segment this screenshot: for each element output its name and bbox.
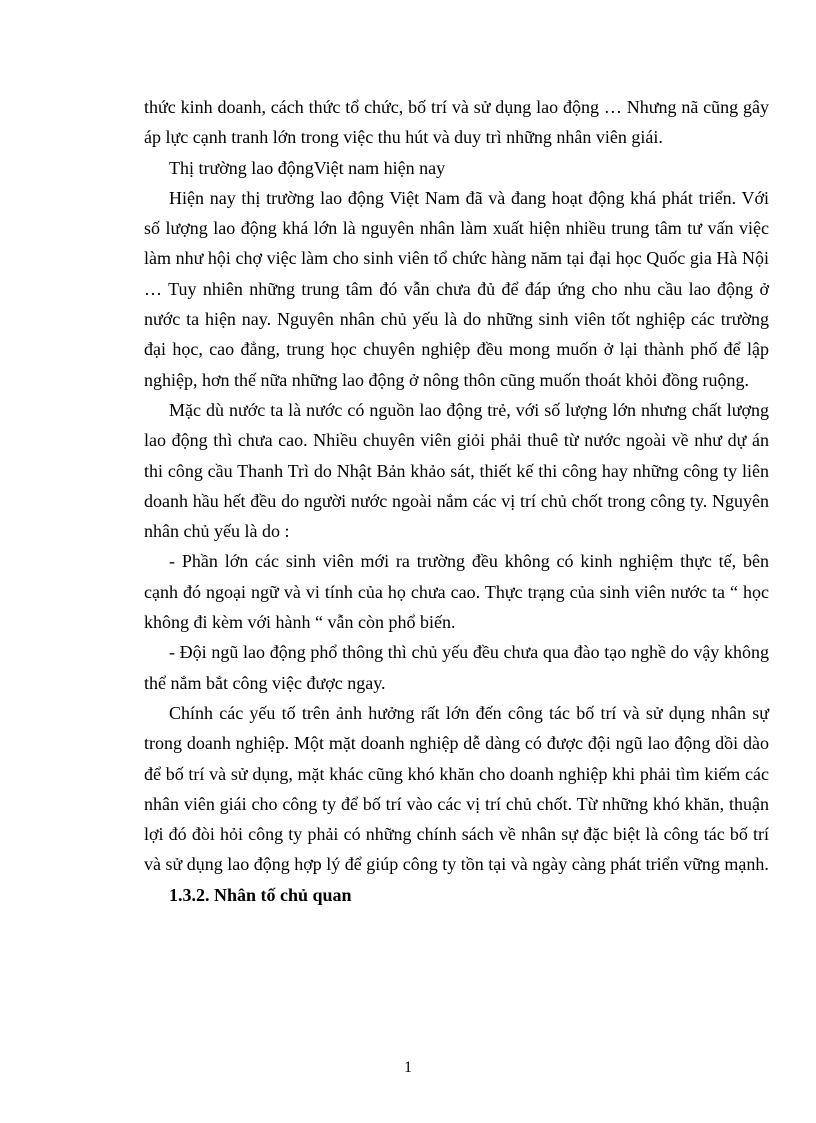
section-heading: 1.3.2. Nhân tố chủ quan [169, 884, 352, 905]
page-number: 1 [404, 1059, 412, 1076]
section-subtitle: Thị trường lao độngViệt nam hiện nay [169, 157, 446, 178]
paragraph-labor-market: Hiện nay thị trường lao động Việt Nam đã và đang hoạt động khá phát triển. Với số lượng lao động khá lớn là nguyên nhân làm xuất hiện nhiều trung tâm tư vấn việc làm như hội chợ việc làm cho sinh viên tổ chức hàng năm tại đại học Quốc gia Hà Nội … Tuy nhiên những trung tâm đó vẫn chưa đủ để đáp ứng cho nhu cầu lao động ở nước ta hiện nay. Nguyên nhân chủ yếu là do những sinh viên tốt nghiệp các trường đại học, cao đẳng, trung học chuyên nghiệp đều mong muốn ở lại thành phố để lập nghiệp, hơn thế nữa những lao động ở nông thôn cũng muốn thoát khỏi đồng ruộng. [144, 187, 769, 390]
paragraph-impact: Chính các yếu tố trên ảnh hưởng rất lớn đến công tác bố trí và sử dụng nhân sự trong doanh nghiệp. Một mặt doanh nghiệp dễ dàng có được đội ngũ lao động dồi dào để bố trí và sử dụng, mặt khác cũng khó khăn cho doanh nghiệp khi phải tìm kiếm các nhân viên giái cho công ty để bố trí vào các vị trí chủ chốt. Từ những khó khăn, thuận lợi đó đòi hỏi công ty phải có những chính sách về nhân sự đặc biệt là công tác bố trí và sử dụng lao động hợp lý để giúp công ty tồn tại và ngày càng phát triển vững mạnh. [144, 702, 769, 875]
document-body [144, 92, 769, 910]
bullet-item-training: - Đội ngũ lao động phổ thông thì chủ yếu đều chưa qua đào tạo nghề do vậy không thể nắm bắt công việc được ngay. [144, 642, 769, 693]
bullet-item-experience: - Phần lớn các sinh viên mới ra trường đều không có kinh nghiệm thực tế, bên cạnh đó ngoại ngữ và vi tính của họ chưa cao. Thực trạng của sinh viên nước ta “ học không đi kèm với hành “ vẫn còn phổ biến. [144, 551, 769, 633]
paragraph-labor-quality: Mặc dù nước ta là nước có nguồn lao động trẻ, với số lượng lớn nhưng chất lượng lao động thì chưa cao. Nhiều chuyên viên giỏi phải thuê từ nước ngoài về như dự án thi công cầu Thanh Trì do Nhật Bản khảo sát, thiết kế thi công hay những công ty liên doanh hầu hết đều do người nước ngoài nắm các vị trí chủ chốt trong công ty. Nguyên nhân chủ yếu là do : [144, 399, 769, 542]
paragraph-continuation: thức kinh doanh, cách thức tổ chức, bố trí và sử dụng lao động … Nhưng nã cũng gây áp lực cạnh tranh lớn trong việc thu hút và duy trì những nhân viên giái. [144, 97, 769, 148]
